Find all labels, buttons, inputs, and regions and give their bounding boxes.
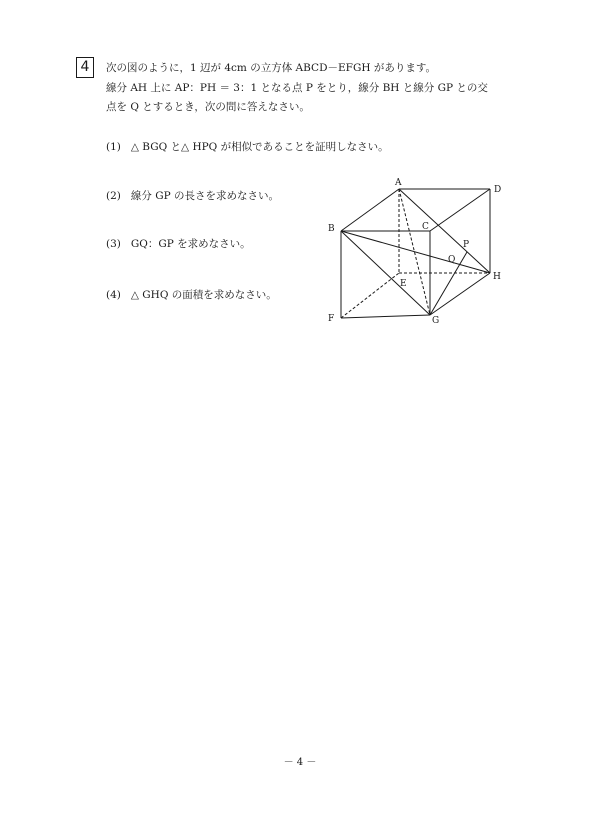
- label-h: H: [493, 272, 501, 282]
- subquestion-4-number: (4): [106, 289, 121, 301]
- subquestion-2-text: 線分 GP の長さを求めなさい。: [130, 190, 280, 202]
- subquestion-2: [106, 189, 279, 203]
- label-c: C: [422, 222, 429, 232]
- label-f: F: [328, 314, 335, 324]
- question-number: 4: [76, 57, 94, 78]
- label-d: D: [494, 185, 502, 195]
- label-g: G: [432, 316, 440, 326]
- intro-line-1: 次の図のように，1 辺が 4cm の立方体 ABCD－EFGH があります。: [106, 62, 436, 74]
- subquestion-2-number: (2): [106, 190, 121, 202]
- cube-figure: [320, 175, 510, 330]
- subquestion-3-text: GQ：GP を求めなさい。: [130, 238, 251, 250]
- edge-fg: [341, 315, 430, 318]
- page-number: － 4 －: [283, 757, 317, 768]
- subquestion-4-text: △ GHQ の面積を求めなさい。: [130, 289, 277, 301]
- subquestion-1: [106, 140, 389, 154]
- subquestion-3: [106, 237, 251, 251]
- label-e: E: [400, 279, 407, 289]
- label-p: P: [463, 240, 470, 250]
- edge-fe: [341, 273, 399, 318]
- subquestion-4: [106, 288, 277, 302]
- intro-line-3: 点を Q とするとき，次の問に答えなさい。: [106, 101, 310, 113]
- subquestion-1-number: (1): [106, 141, 121, 153]
- edge-ba: [341, 189, 399, 231]
- intro-line-2: 線分 AH 上に AP：PH ＝ 3：1 となる点 P をとり，線分 BH と線分 GP との交: [106, 82, 488, 94]
- subquestion-1-text: △ BGQ と△ HPQ が相似であることを証明しなさい。: [130, 141, 389, 153]
- subquestion-3-number: (3): [106, 238, 121, 250]
- edge-dc: [430, 189, 490, 231]
- label-b: B: [328, 224, 335, 234]
- label-q: Q: [448, 255, 456, 265]
- edge-gh: [430, 273, 490, 315]
- label-a: A: [395, 178, 402, 188]
